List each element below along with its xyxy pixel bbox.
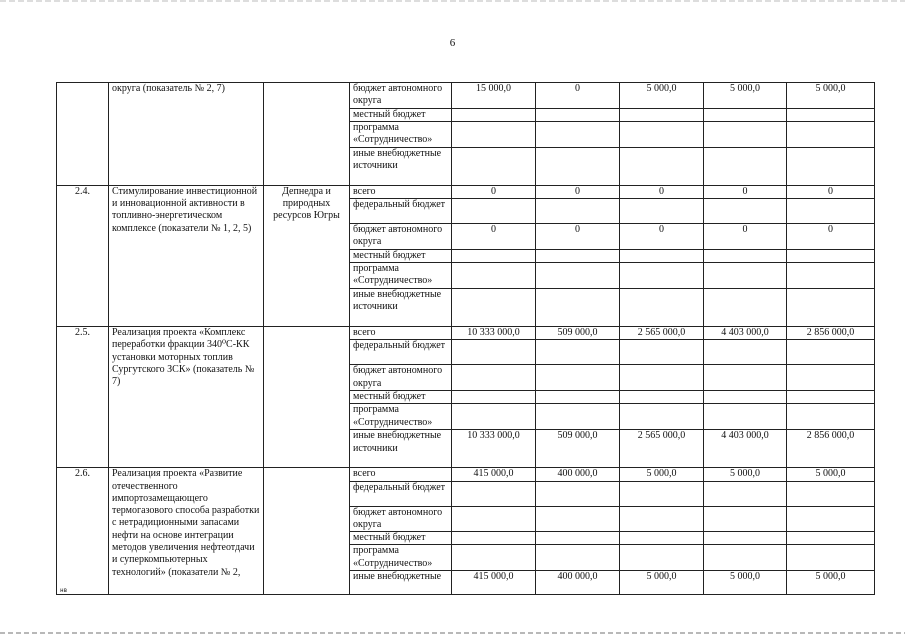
funding-amount: 0 (452, 185, 536, 198)
funding-amount (452, 249, 536, 262)
funding-amount: 5 000,0 (620, 571, 704, 595)
funding-source: бюджет автономного округа (350, 224, 452, 250)
funding-source: иные внебюджетные источники (350, 430, 452, 468)
funding-amount: 5 000,0 (704, 571, 787, 595)
funding-amount (536, 506, 620, 532)
funding-amount (620, 404, 704, 430)
funding-source: всего (350, 185, 452, 198)
funding-amount (536, 108, 620, 121)
responsible-executor (264, 83, 350, 186)
funding-amount (452, 199, 536, 224)
funding-amount (704, 289, 787, 327)
funding-amount (536, 263, 620, 289)
funding-amount (704, 263, 787, 289)
funding-source: программа «Сотрудничество» (350, 545, 452, 571)
responsible-executor (264, 327, 350, 468)
funding-amount: 2 856 000,0 (787, 430, 875, 468)
funding-source: программа «Сотрудничество» (350, 263, 452, 289)
funding-amount: 0 (787, 224, 875, 250)
funding-amount: 0 (536, 83, 620, 109)
footer-mark: нв (60, 587, 68, 594)
funding-amount (787, 365, 875, 391)
funding-amount (452, 108, 536, 121)
funding-amount: 2 856 000,0 (787, 327, 875, 340)
measure-name: Реализация проекта «Комплекс переработки фракции 340⁰С-КК установки моторных топлив Сургутского ЗСК» (показатель № 7) (109, 327, 264, 468)
funding-amount (452, 532, 536, 545)
scan-edge-bottom (0, 632, 905, 634)
row-number: 2.4. (57, 185, 109, 326)
funding-amount (452, 289, 536, 327)
funding-amount: 400 000,0 (536, 571, 620, 595)
funding-amount (704, 147, 787, 185)
funding-amount (452, 481, 536, 506)
scan-edge-top (0, 0, 905, 2)
table-body (57, 83, 875, 595)
funding-amount (536, 147, 620, 185)
funding-amount (787, 199, 875, 224)
funding-amount (536, 199, 620, 224)
funding-amount (787, 481, 875, 506)
funding-source: программа «Сотрудничество» (350, 404, 452, 430)
program-table (56, 82, 875, 595)
funding-amount (452, 340, 536, 365)
funding-amount: 15 000,0 (452, 83, 536, 109)
funding-amount (452, 506, 536, 532)
funding-amount (620, 121, 704, 147)
table-row (57, 327, 875, 340)
funding-amount (536, 249, 620, 262)
funding-amount (704, 199, 787, 224)
funding-source: программа «Сотрудничество» (350, 121, 452, 147)
funding-amount (536, 121, 620, 147)
responsible-executor (264, 468, 350, 595)
funding-amount (704, 365, 787, 391)
table-row (57, 468, 875, 481)
funding-amount (620, 249, 704, 262)
funding-source: всего (350, 468, 452, 481)
funding-source: иные внебюджетные (350, 571, 452, 595)
funding-amount: 0 (536, 224, 620, 250)
funding-amount (620, 108, 704, 121)
funding-amount: 400 000,0 (536, 468, 620, 481)
funding-amount (787, 108, 875, 121)
funding-amount (787, 147, 875, 185)
measure-name: Реализация проекта «Развитие отечественного импортозамещающего термогазового способа разработки с нетрадиционными запасами нефти на основе интеграции методов увеличения нефтеотдачи и суперкомпьютерных технологий» (показатели № 2, (109, 468, 264, 595)
funding-amount (704, 532, 787, 545)
funding-amount (787, 404, 875, 430)
funding-amount (536, 365, 620, 391)
funding-amount (620, 545, 704, 571)
funding-amount: 5 000,0 (787, 468, 875, 481)
measure-name: округа (показатель № 2, 7) (109, 83, 264, 186)
funding-amount (452, 263, 536, 289)
funding-amount (787, 121, 875, 147)
funding-amount (620, 199, 704, 224)
funding-amount: 0 (620, 185, 704, 198)
funding-amount (452, 365, 536, 391)
row-number: 2.6. (57, 468, 109, 595)
funding-source: федеральный бюджет (350, 199, 452, 224)
funding-amount (787, 390, 875, 403)
funding-amount (620, 365, 704, 391)
funding-source: бюджет автономного округа (350, 365, 452, 391)
funding-amount: 10 333 000,0 (452, 327, 536, 340)
funding-source: местный бюджет (350, 108, 452, 121)
funding-amount (536, 545, 620, 571)
funding-amount (620, 340, 704, 365)
funding-amount: 2 565 000,0 (620, 430, 704, 468)
measure-name: Стимулирование инвестиционной и инновационной активности в топливно-энергетическом комплексе (показатели № 1, 2, 5) (109, 185, 264, 326)
funding-amount: 5 000,0 (704, 468, 787, 481)
funding-amount (620, 147, 704, 185)
funding-amount (704, 481, 787, 506)
funding-amount: 10 333 000,0 (452, 430, 536, 468)
funding-source: иные внебюджетные источники (350, 289, 452, 327)
funding-source: иные внебюджетные источники (350, 147, 452, 185)
funding-amount (787, 263, 875, 289)
funding-amount (704, 340, 787, 365)
funding-amount (787, 506, 875, 532)
funding-amount: 5 000,0 (620, 468, 704, 481)
row-number: 2.5. (57, 327, 109, 468)
funding-amount: 2 565 000,0 (620, 327, 704, 340)
funding-amount (536, 532, 620, 545)
funding-amount: 0 (704, 185, 787, 198)
table-row (57, 83, 875, 109)
funding-amount: 415 000,0 (452, 468, 536, 481)
funding-amount (787, 340, 875, 365)
funding-amount (787, 289, 875, 327)
funding-amount (452, 390, 536, 403)
funding-amount (536, 289, 620, 327)
funding-amount: 415 000,0 (452, 571, 536, 595)
funding-amount (536, 481, 620, 506)
funding-amount (620, 289, 704, 327)
page-number: 6 (449, 37, 456, 49)
funding-amount (704, 404, 787, 430)
funding-amount: 4 403 000,0 (704, 430, 787, 468)
funding-amount: 0 (704, 224, 787, 250)
funding-amount (704, 506, 787, 532)
funding-amount: 0 (620, 224, 704, 250)
funding-amount: 0 (787, 185, 875, 198)
funding-amount (452, 147, 536, 185)
funding-amount (620, 263, 704, 289)
funding-amount (704, 108, 787, 121)
funding-source: бюджет автономного округа (350, 83, 452, 109)
funding-amount (704, 545, 787, 571)
funding-amount (704, 249, 787, 262)
funding-amount (620, 506, 704, 532)
funding-amount: 5 000,0 (620, 83, 704, 109)
funding-amount (536, 390, 620, 403)
funding-amount (787, 545, 875, 571)
funding-amount: 5 000,0 (704, 83, 787, 109)
row-number (57, 83, 109, 186)
funding-amount (452, 545, 536, 571)
funding-amount (620, 390, 704, 403)
funding-amount (620, 481, 704, 506)
funding-source: местный бюджет (350, 532, 452, 545)
funding-source: федеральный бюджет (350, 481, 452, 506)
funding-amount (452, 121, 536, 147)
funding-source: местный бюджет (350, 249, 452, 262)
responsible-executor: Депнедра и природных ресурсов Югры (264, 185, 350, 326)
funding-source: федеральный бюджет (350, 340, 452, 365)
funding-amount: 509 000,0 (536, 327, 620, 340)
funding-amount (787, 249, 875, 262)
funding-amount (704, 121, 787, 147)
funding-amount (787, 532, 875, 545)
funding-amount: 0 (452, 224, 536, 250)
funding-amount: 5 000,0 (787, 571, 875, 595)
funding-amount: 509 000,0 (536, 430, 620, 468)
funding-source: местный бюджет (350, 390, 452, 403)
funding-amount (536, 340, 620, 365)
funding-amount (620, 532, 704, 545)
funding-amount: 5 000,0 (787, 83, 875, 109)
funding-amount (452, 404, 536, 430)
funding-amount: 4 403 000,0 (704, 327, 787, 340)
table-row (57, 185, 875, 198)
funding-amount: 0 (536, 185, 620, 198)
funding-amount (704, 390, 787, 403)
funding-source: всего (350, 327, 452, 340)
funding-amount (536, 404, 620, 430)
funding-source: бюджет автономного округа (350, 506, 452, 532)
